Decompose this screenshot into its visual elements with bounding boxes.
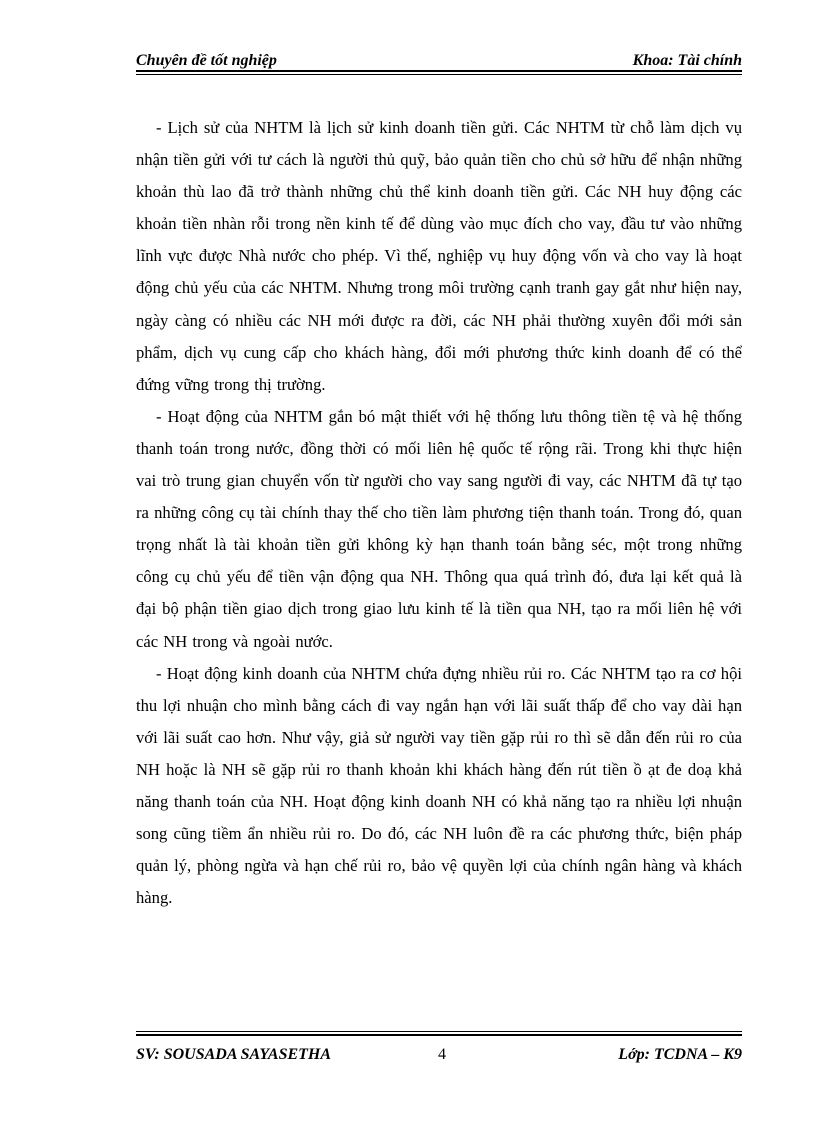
page-footer (136, 1046, 742, 1068)
header-divider (136, 70, 742, 72)
footer-student-name: SV: SOUSADA SAYASETHA (136, 1046, 332, 1063)
page-number: 4 (438, 1046, 446, 1063)
page-header (136, 48, 742, 70)
footer-class: Lớp: TCDNA – K9 (618, 1046, 742, 1063)
body-paragraph: - Hoạt động của NHTM gắn bó mật thiết với hệ thống lưu thông tiền tệ và hệ thống thanh toán trong nước, đồng thời có mối liên hệ quốc tế rộng rãi. Trong khi thực hiện vai trò trung gian chuyển vốn từ người cho vay sang người đi vay, các NHTM đã tự tạo ra những công cụ tài chính thay thế cho tiền làm phương tiện thanh toán. Trong đó, quan trọng nhất là tài khoản tiền gửi không kỳ hạn thanh toán bằng séc, một trong những công cụ chủ yếu để tiền vận động qua NH. Thông qua quá trình đó, đưa lại kết quả là đại bộ phận tiền giao dịch trong giao lưu kinh tế là tiền qua NH, tạo ra mối liên hệ với các NH trong và ngoài nước. (136, 406, 742, 651)
footer-divider (136, 1034, 742, 1036)
header-divider-thin (136, 74, 742, 75)
header-faculty: Khoa: Tài chính (632, 52, 742, 69)
document-body (136, 112, 742, 914)
body-paragraph: - Lịch sử của NHTM là lịch sử kinh doanh tiền gửi. Các NHTM từ chỗ làm dịch vụ nhận tiền gửi với tư cách là người thủ quỹ, bảo quản tiền cho chủ sở hữu để nhận những khoản thù lao đã trở thành những chủ thể kinh doanh tiền gửi. Các NH huy động các khoản tiền nhàn rỗi trong nền kinh tế để dùng vào mục đích cho vay, đầu tư vào những lĩnh vực được Nhà nước cho phép. Vì thế, nghiệp vụ huy động vốn và cho vay là hoạt động chủ yếu của các NHTM. Nhưng trong môi trường cạnh tranh gay gắt như hiện nay, ngày càng có nhiều các NH mới được ra đời, các NH phải thường xuyên đổi mới sản phẩm, dịch vụ cung cấp cho khách hàng, đổi mới phương thức kinh doanh để có thể đứng vững trong thị trường. (136, 118, 742, 394)
footer-divider-thin (136, 1031, 742, 1032)
header-document-type: Chuyên đề tốt nghiệp (136, 52, 277, 69)
body-paragraph: - Hoạt động kinh doanh của NHTM chứa đựng nhiều rủi ro. Các NHTM tạo ra cơ hội thu lợi nhuận cho mình bằng cách đi vay ngắn hạn với lãi suất thấp để cho vay dài hạn với lãi suất cao hơn. Như vậy, giả sử người vay tiền gặp rủi ro thì sẽ dẫn đến rủi ro của NH hoặc là NH sẽ gặp rủi ro thanh khoản khi khách hàng đến rút tiền ồ ạt đe doạ khả năng thanh toán của NH. Hoạt động kinh doanh NH có khả năng tạo ra nhiều lợi nhuận song cũng tiềm ẩn nhiều rủi ro. Do đó, các NH luôn đề ra các phương thức, biện pháp quản lý, phòng ngừa và hạn chế rủi ro, bảo vệ quyền lợi của chính ngân hàng và khách hàng. (136, 663, 742, 908)
